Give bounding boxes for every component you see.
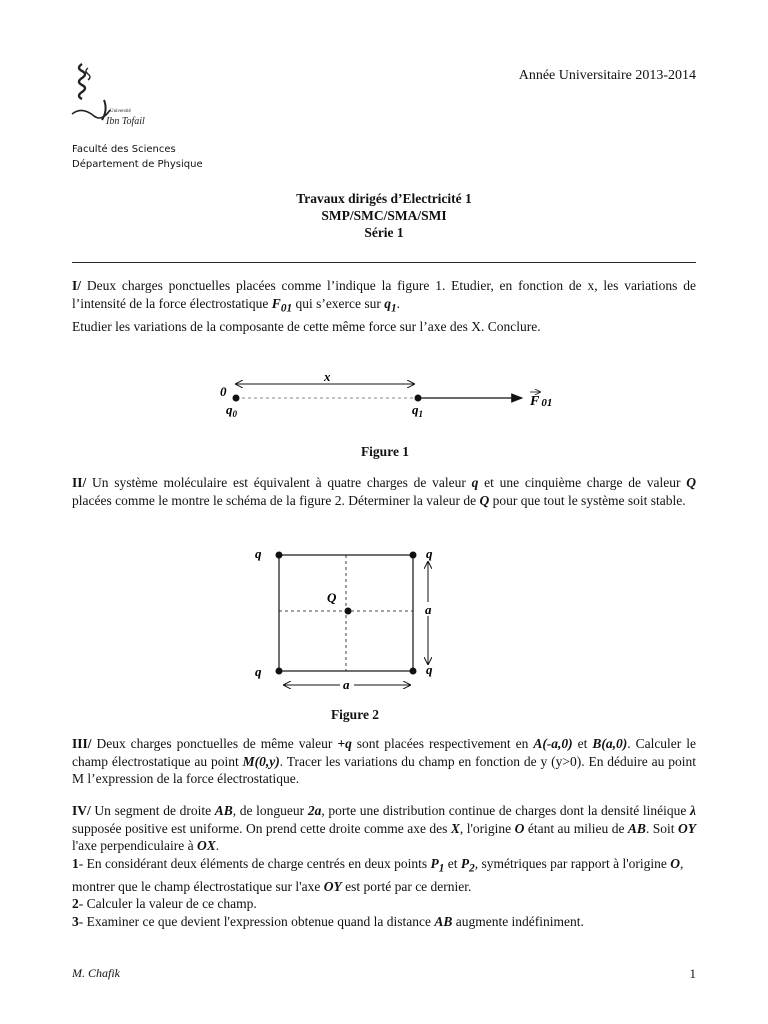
force-label: F 01 [530, 394, 553, 409]
footer-author: M. Chafik [72, 966, 120, 980]
label-q-top-left: q [255, 546, 262, 561]
exercise-3-statement: III/ Deux charges ponctuelles de même valeur +q sont placées respectivement en A(-a,0) et B(a,0). Calculer le champ électrostatique au point M(0,y). Tracer les variations du champ en fonction de y (y>0). En déduire au point M l’expression de la force électrostatique. [72, 736, 696, 786]
label-q-bottom-left: q [255, 664, 262, 679]
charge-bottom-left [276, 668, 283, 675]
exercise-4-question-2: 2- Calculer la valeur de ce champ. [72, 896, 257, 912]
exercise-1-question: Etudier les variations de la composante de cette même force sur l’axe des X. Conclure. [72, 318, 541, 334]
figure-1 [210, 370, 570, 420]
distance-label: x [324, 369, 331, 384]
page-number: 1 [689, 966, 696, 981]
faculty-name: Faculté des Sciences [72, 144, 176, 155]
origin-label: 0 [220, 384, 227, 399]
exercise-4-question-3: 3- Examiner ce que devient l'expression obtenue quand la distance AB augmente indéfiniment. [72, 913, 584, 929]
label-Q-center: Q [327, 590, 337, 605]
document-title [0, 190, 768, 241]
university-logo [68, 62, 145, 132]
exercise-3 [72, 735, 696, 788]
q0-label: $q_0$ [226, 402, 237, 419]
force-vector: F [271, 295, 281, 311]
charge-center [345, 608, 352, 615]
exercise-4 [72, 802, 696, 930]
exercise-1-number: I/ [72, 278, 82, 293]
title-line-1: Travaux dirigés d’Electricité 1 [296, 191, 472, 206]
academic-year: Année Universitaire 2013-2014 [518, 68, 696, 83]
exercise-1-statement: I/ Deux charges ponctuelles placées comme l’indique la figure 1. Etudier, en fonction de x, les variations de l’intensité de la force électrostatique $F_{01}$ qui s’exerce sur $q_1$. [72, 278, 696, 315]
charge-top-right [410, 552, 417, 559]
university-logo-icon [68, 62, 145, 134]
title-divider [72, 262, 696, 263]
exercise-2 [72, 474, 696, 509]
exercise-3-number: III/ [72, 736, 92, 751]
exercise-2-statement: II/ Un système moléculaire est équivalent à quatre charges de valeur q et une cinquième charge de valeur Q placées comme le montre le schéma de la figure 2. Déterminer la valeur de Q pour que tout le système soit stable. [72, 475, 697, 508]
exercise-4-statement: IV/ Un segment de droite AB, de longueur 2a, porte une distribution continue de charges dont la densité linéique λ supposée positive est uniforme. On prend cette droite comme axe des X, l'origine O étant au milieu de AB. Soit OY l'axe perpendiculaire à OX. [72, 803, 697, 853]
exercise-4-number: IV/ [72, 803, 91, 818]
charge-bottom-right [410, 668, 417, 675]
title-line-3: Série 1 [364, 225, 404, 240]
label-a-horizontal: a [343, 677, 350, 692]
department-name: Département de Physique [72, 159, 203, 170]
figure-2 [240, 540, 460, 700]
title-line-2: SMP/SMC/SMA/SMI [321, 208, 447, 223]
svg-text:Ibn Tofail: Ibn Tofail [106, 116, 145, 127]
q1-label: $q_1$ [412, 402, 423, 419]
figure-1-caption: Figure 1 [360, 444, 410, 459]
svg-text:Université: Université [110, 109, 131, 114]
charge-top-left [276, 552, 283, 559]
label-q-top-right: q [426, 546, 433, 561]
exercise-2-number: II/ [72, 475, 87, 490]
label-a-vertical: a [425, 602, 432, 617]
exercise-4-question-1: 1- En considérant deux éléments de charge centrés en deux points $P_1$ et $P_2$, symétriques par rapport à l'origine O, montrer que le champ électrostatique sur l'axe OY est porté par ce dernier. [72, 855, 684, 894]
exercise-1 [72, 277, 696, 335]
label-q-bottom-right: q [426, 662, 433, 677]
faculty-block [72, 142, 203, 172]
figure-2-caption: Figure 2 [330, 707, 380, 722]
